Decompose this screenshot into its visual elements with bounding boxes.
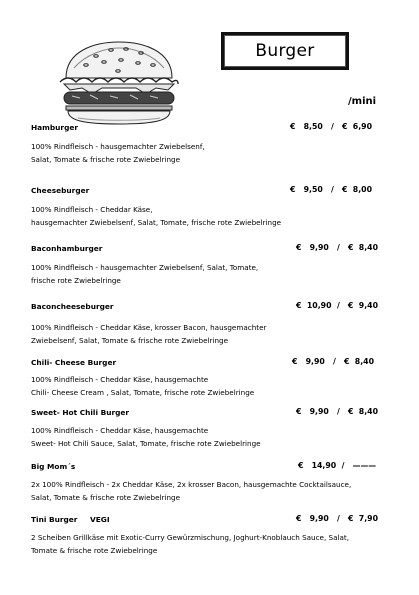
- item-price: € 9,90 / € 8,40: [292, 357, 375, 366]
- item-description-line: frische rote Zwiebelringe: [31, 275, 121, 285]
- size-label-mini: /mini: [348, 96, 377, 107]
- item-name: Sweet- Hot Chili Burger: [31, 408, 130, 417]
- item-name: [31, 515, 110, 524]
- item-description-line: 100% Rindfleisch - hausgemachter Zwiebelsenf, Salat, Tomate,: [31, 263, 259, 272]
- item-description-line: Zwiebelsenf, Salat, Tomate & frische rote Zwiebelringe: [31, 335, 229, 345]
- item-description: [31, 479, 351, 504]
- item-description-line: 100% Rindfleisch - Cheddar Käse, krosser Bacon, hausgemachter: [31, 323, 267, 332]
- item-name: Hamburger: [31, 123, 79, 132]
- item-description: [31, 374, 254, 399]
- item-price: € 14,90 / ———: [298, 461, 377, 470]
- item-price: € 9,90 / € 8,40: [296, 407, 379, 416]
- item-description-line: 100% Rindfleisch - Cheddar Käse, hausgemachte: [31, 375, 209, 384]
- item-name: Cheeseburger: [31, 186, 90, 195]
- item-description: [31, 322, 266, 347]
- item-name: Chili- Cheese Burger: [31, 358, 117, 367]
- page-title: Burger: [221, 32, 349, 70]
- vegi-tag: VEGI: [90, 515, 110, 524]
- item-description-line: Sweet- Hot Chili Sauce, Salat, Tomate, frische rote Zwiebelringe: [31, 438, 261, 448]
- item-description-line: Salat, Tomate & frische rote Zwiebelringe: [31, 154, 180, 164]
- item-description-line: hausgemachter Zwiebelsenf, Salat, Tomate, frische rote Zwiebelringe: [31, 217, 282, 227]
- item-price: € 9,50 / € 8,00: [290, 185, 373, 194]
- item-name: Baconcheeseburger: [31, 302, 114, 311]
- item-price: € 8,50 / € 6,90: [290, 122, 373, 131]
- item-price: € 9,90 / € 7,90: [296, 514, 379, 523]
- item-description: [31, 204, 281, 229]
- item-description-line: 100% Rindfleisch - hausgemachter Zwiebelsenf,: [31, 142, 205, 151]
- item-description: [31, 425, 261, 450]
- item-description: [31, 141, 205, 166]
- item-price: € 10,90 / € 9,40: [296, 301, 379, 310]
- item-description-line: Salat, Tomate & frische rote Zwiebelringe: [31, 492, 180, 502]
- item-description-line: 2x 100% Rindfleisch - 2x Cheddar Käse, 2x krosser Bacon, hausgemachte Cocktailsauce,: [31, 480, 352, 489]
- item-description-line: 100% Rindfleisch - Cheddar Käse, hausgemachte: [31, 426, 209, 435]
- item-description: [31, 262, 258, 287]
- item-price: € 9,90 / € 8,40: [296, 243, 379, 252]
- item-description-line: Tomate & frische rote Zwiebelringe: [31, 545, 158, 555]
- item-name-text: Tini Burger: [31, 515, 78, 524]
- burger-illustration: [56, 38, 182, 126]
- item-description-line: 100% Rindfleisch - Cheddar Käse,: [31, 205, 153, 214]
- item-description-line: Chili- Cheese Cream , Salat, Tomate, frische rote Zwiebelringe: [31, 387, 255, 397]
- item-name: Baconhamburger: [31, 244, 103, 253]
- item-description: [31, 532, 349, 557]
- item-name: Big Mom´s: [31, 462, 76, 471]
- item-description-line: 2 Scheiben Grillkäse mit Exotic-Curry Gewürzmischung, Joghurt-Knoblauch Sauce, Salat,: [31, 533, 350, 542]
